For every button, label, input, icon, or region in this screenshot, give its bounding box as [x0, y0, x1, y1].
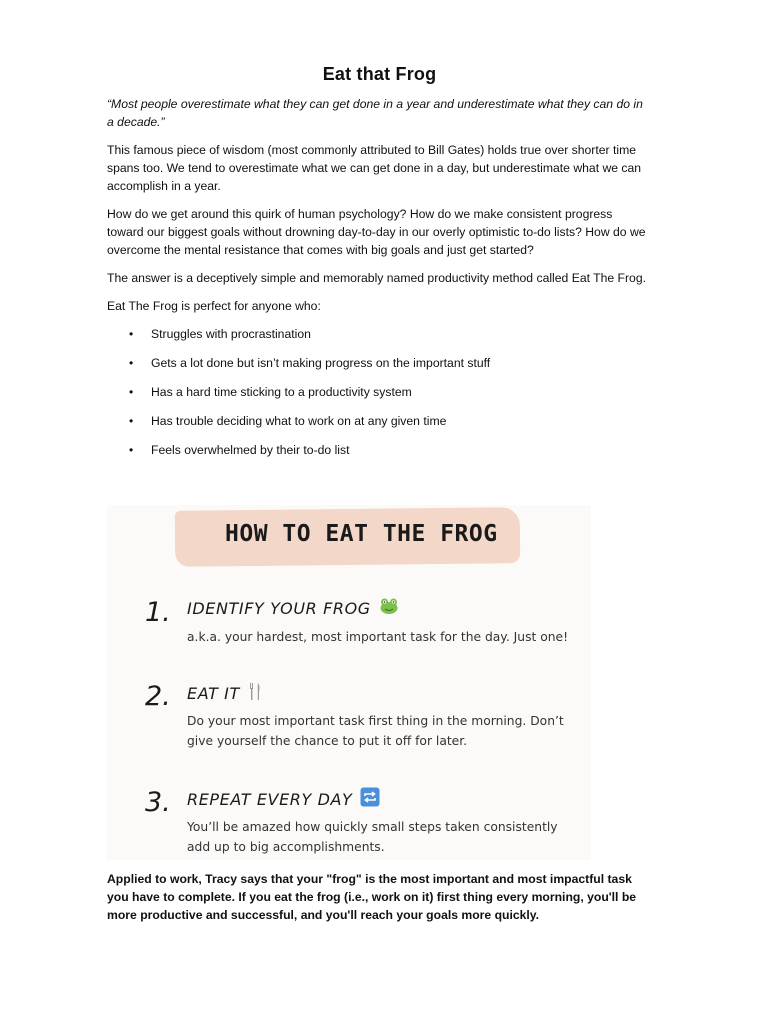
- closing-paragraph: Applied to work, Tracy says that your "frog" is the most important and most impactful task you have to complete. If you eat the frog (i.e., work on it) first thing every morning, you'll be more productive and successful, and you'll reach your goals more quickly.: [107, 872, 637, 922]
- step-heading: [187, 597, 399, 619]
- list-item: • Has a hard time sticking to a productivity system: [107, 383, 652, 401]
- infographic-title: HOW TO EAT THE FROG: [225, 521, 498, 547]
- step-heading: [187, 681, 262, 705]
- step-heading-text: EAT IT: [187, 683, 240, 703]
- paragraph-4: Eat The Frog is perfect for anyone who:: [107, 299, 321, 313]
- repeat-icon: [360, 787, 380, 811]
- paragraph-2: How do we get around this quirk of human psychology? How do we make consistent progress toward our biggest goals without drowning day-to-day in our overly optimistic to-do lists? How do we overcome the mental resistance that comes with big goals and just get started?: [107, 207, 646, 257]
- step-heading-text: REPEAT EVERY DAY: [187, 789, 353, 809]
- frog-icon: [379, 597, 399, 619]
- paragraph-3: The answer is a deceptively simple and memorably named productivity method called Eat The Frog.: [107, 271, 646, 285]
- list-item: • Feels overwhelmed by their to-do list: [107, 441, 652, 459]
- step-description: You’ll be amazed how quickly small steps taken consistently add up to big accomplishments.: [187, 820, 558, 854]
- how-to-eat-the-frog-infographic: [107, 505, 591, 860]
- step-heading-text: IDENTIFY YOUR FROG: [187, 598, 371, 618]
- paragraph-1: This famous piece of wisdom (most commonly attributed to Bill Gates) holds true over shorter time spans too. We tend to overestimate what we can get done in a day, but underestimate what we can accomplish in a year.: [107, 143, 642, 193]
- closing-paragraph-block: [107, 870, 652, 934]
- document-body: [107, 64, 652, 470]
- list-item: • Has trouble deciding what to work on at any given time: [107, 412, 652, 430]
- document-title: Eat that Frog: [322, 64, 437, 84]
- opening-quote: “Most people overestimate what they can get done in a year and underestimate what they can do in a decade.”: [107, 97, 643, 129]
- fork-knife-icon: [248, 681, 262, 705]
- step-description: a.k.a. your hardest, most important task for the day. Just one!: [187, 630, 569, 644]
- step-number: 1.: [145, 597, 171, 628]
- step-number: 3.: [145, 787, 171, 818]
- list-item: • Gets a lot done but isn’t making progress on the important stuff: [107, 354, 652, 372]
- step-number: 2.: [145, 681, 171, 712]
- list-item: • Struggles with procrastination: [107, 325, 652, 343]
- step-description: Do your most important task first thing in the morning. Don’t give yourself the chance to put it off for later.: [187, 714, 564, 748]
- step-heading: [187, 787, 380, 811]
- bullet-list: [107, 325, 652, 459]
